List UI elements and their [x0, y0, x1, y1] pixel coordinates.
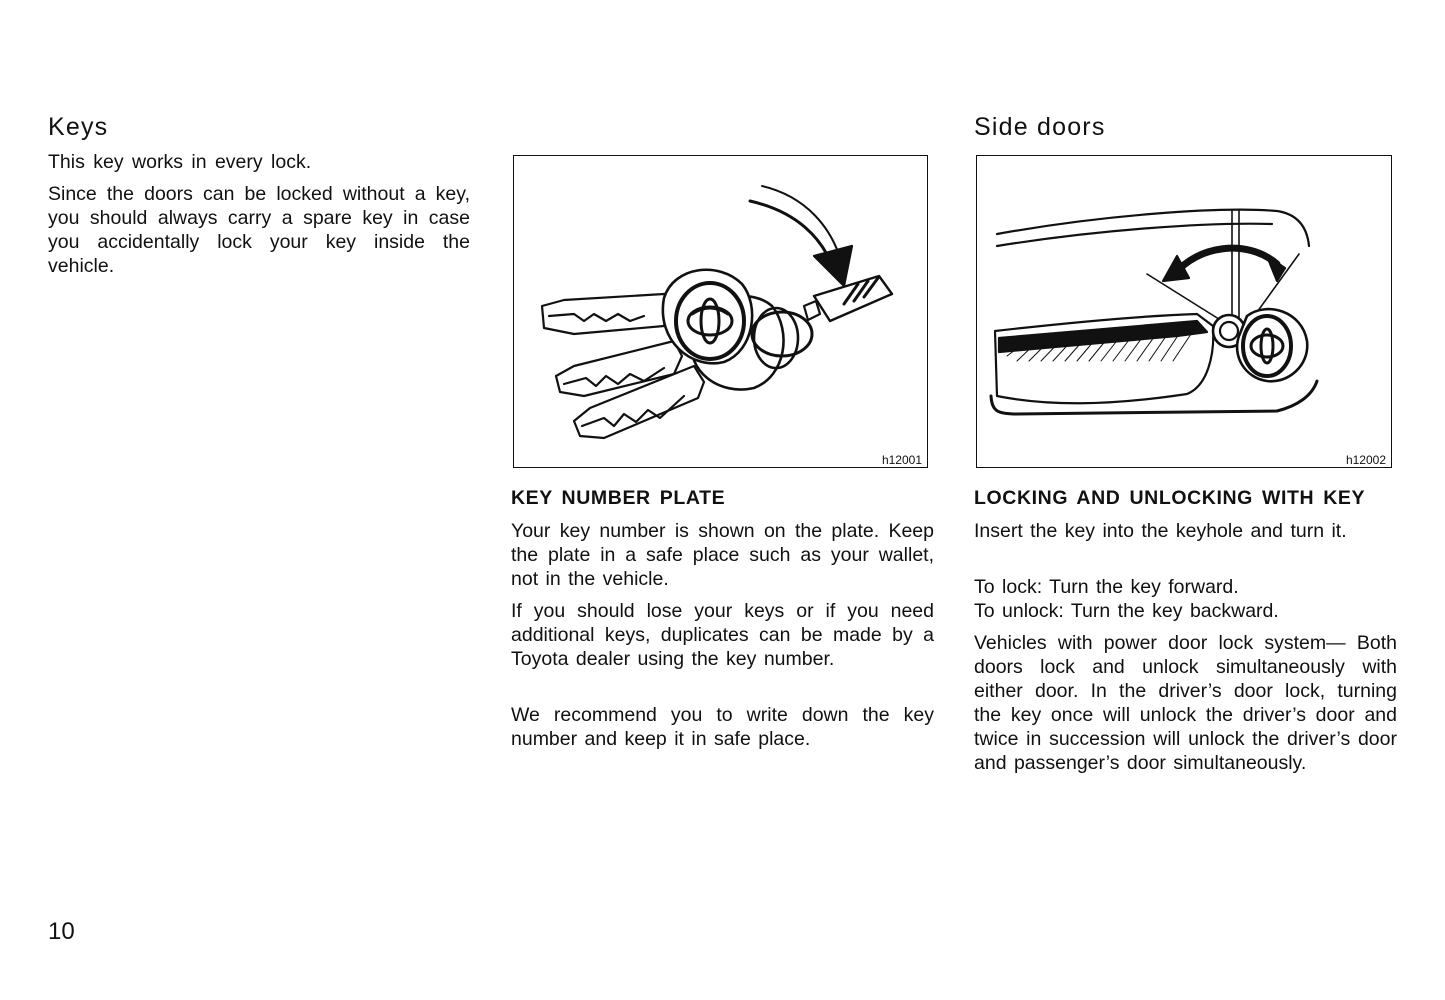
page-number: 10: [48, 918, 75, 945]
door-lock-illustration-figure: [976, 155, 1392, 468]
keys-with-number-plate-illustration-icon: [514, 156, 926, 466]
to-unlock-instruction: To unlock: Turn the key backward.: [974, 600, 1279, 622]
key-number-plate-paragraph-3: We recommend you to write down the key number and keep it in safe place.: [511, 704, 934, 750]
power-door-lock-paragraph: Vehicles with power door lock system— Both doors lock and unlock simultaneously with either door. In the driver’s door lock, turning the key once will unlock the driver’s door and twice in succession will unlock the driver’s door and passenger’s door simultaneously.: [974, 632, 1397, 774]
key-number-plate-heading: KEY NUMBER PLATE: [511, 487, 726, 509]
keys-heading: Keys: [48, 113, 109, 141]
key-number-plate-paragraph-1: Your key number is shown on the plate. Keep the plate in a safe place such as your wallet, not in the vehicle.: [511, 520, 934, 590]
locking-unlocking-heading: LOCKING AND UNLOCKING WITH KEY: [974, 487, 1366, 509]
figure-code-h12001: h12001: [881, 453, 922, 467]
figure-code-h12002: h12002: [1345, 453, 1386, 467]
keys-intro: This key works in every lock.: [48, 151, 312, 173]
key-illustration-figure: [513, 155, 928, 468]
door-keyhole-illustration-icon: [977, 156, 1390, 466]
to-lock-instruction: To lock: Turn the key forward.: [974, 576, 1239, 598]
side-doors-heading: Side doors: [974, 113, 1106, 141]
insert-key-paragraph: Insert the key into the keyhole and turn it.: [974, 520, 1347, 542]
spare-key-note: Since the doors can be locked without a key, you should always carry a spare key in case you accidentally lock your key inside the vehicle.: [48, 183, 470, 277]
key-number-plate-paragraph-2: If you should lose your keys or if you need additional keys, duplicates can be made by a Toyota dealer using the key number.: [511, 600, 934, 670]
